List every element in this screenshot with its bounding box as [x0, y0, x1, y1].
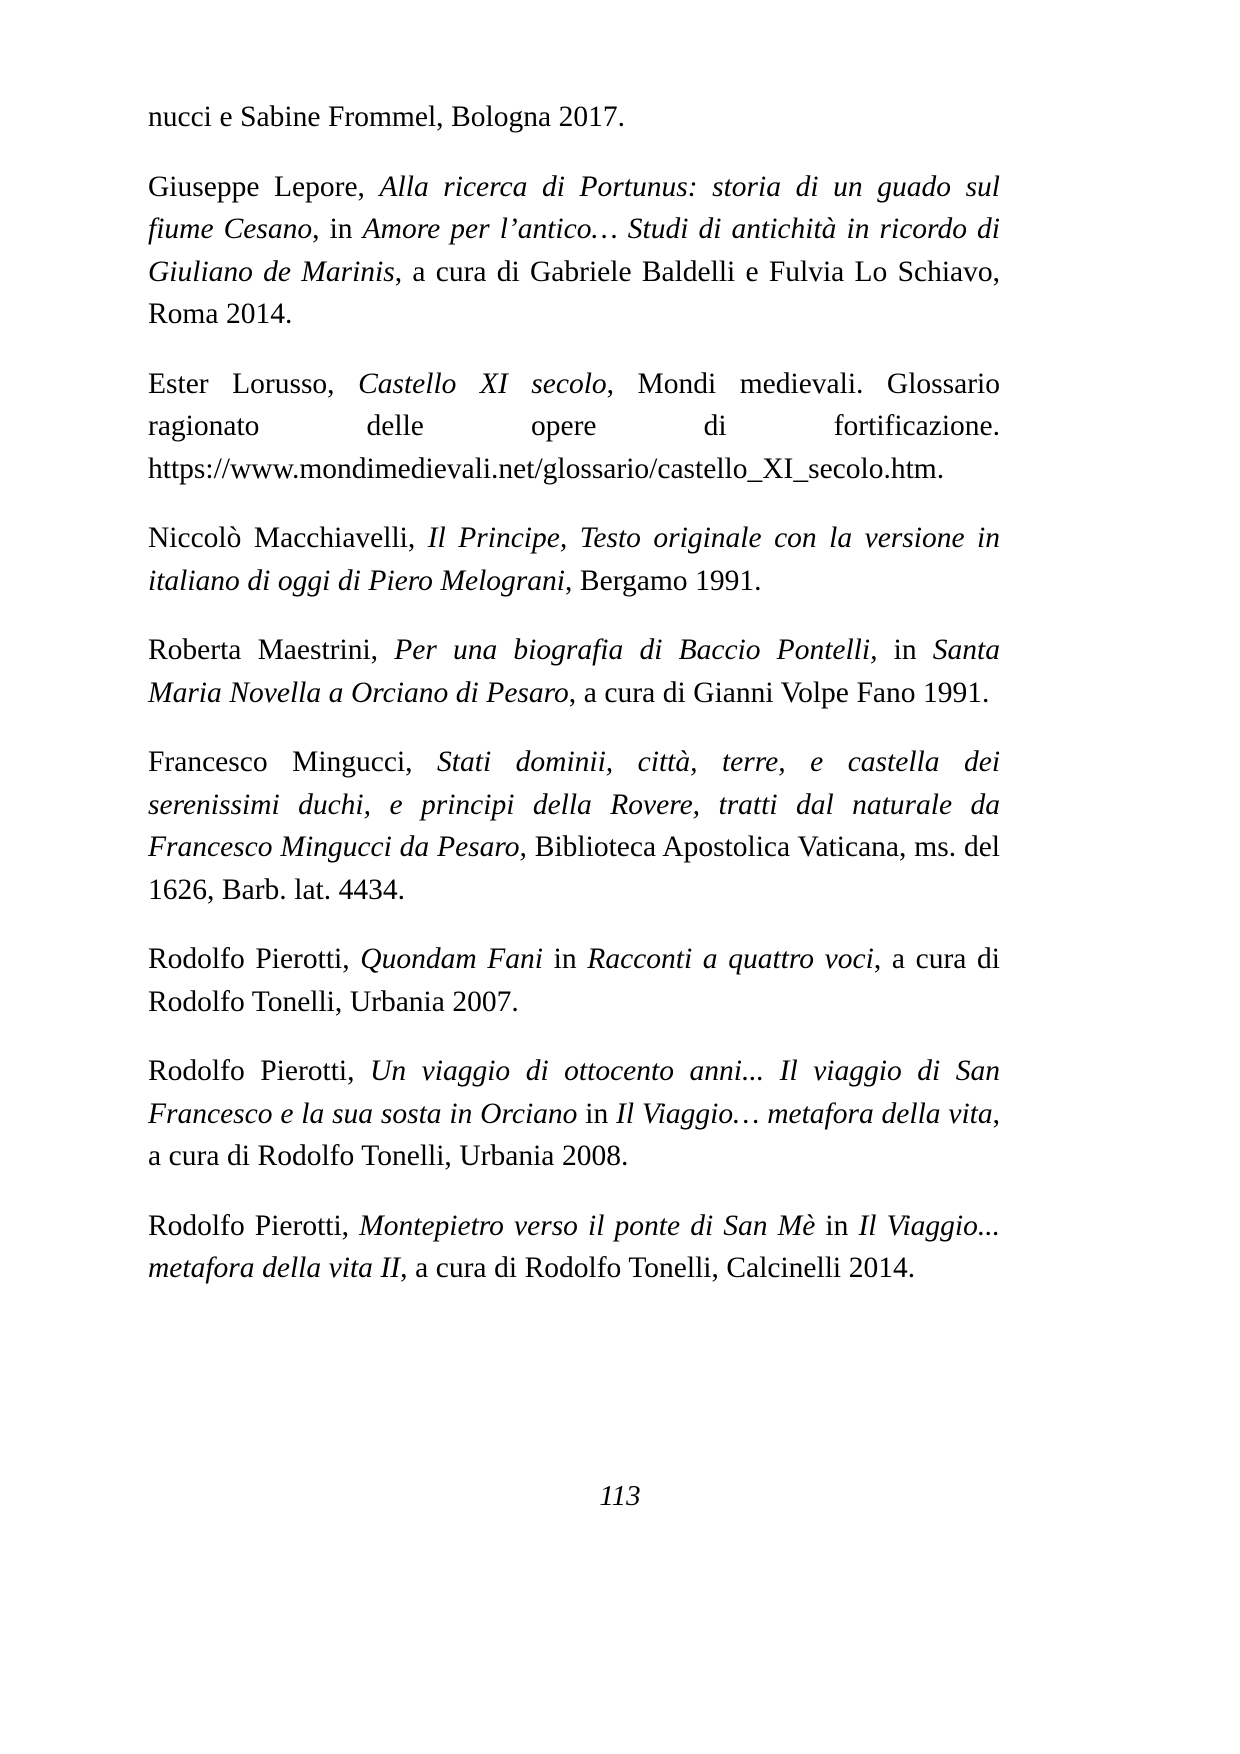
text-roman: in: [577, 1097, 617, 1130]
text-roman: , Mondi medievali. Glossario ragionato delle opere di fortificazione. https://www.mondimedievali.net/glossario/castello_XI_secolo.htm.: [148, 367, 1001, 485]
page-number: 113: [599, 1480, 641, 1512]
title-italic: Il Viaggio... metafora della vita II: [148, 1209, 1000, 1284]
title-italic: Racconti a quattro voci: [587, 943, 874, 975]
text-roman: Roberta Maestrini,: [148, 634, 395, 666]
title-italic: Quondam Fani: [360, 943, 544, 975]
title-italic: Alla ricerca di Portunus: storia di un guado sul fiume Cesano: [148, 170, 1000, 245]
text-roman: Rodolfo Pierotti,: [148, 1055, 371, 1087]
text-roman: in: [543, 943, 588, 975]
text-roman: in: [877, 634, 933, 666]
title-italic: Stati dominii, città, terre, e castella dei serenissimi duchi, e principi della Rovere, tratti dal naturale da Francesco Mingucci da Pesaro,: [148, 746, 1001, 863]
text-roman: Biblioteca Apostolica Vaticana, ms. del 1626, Barb. lat. 4434.: [148, 831, 1000, 906]
bibliography-list: [148, 96, 1000, 1290]
bibliography-entry: [148, 363, 1000, 491]
title-italic: Il Viaggio… metafora della vita: [616, 1097, 993, 1130]
bibliography-entry: [148, 1205, 1000, 1290]
title-italic: Castello XI secolo: [358, 367, 607, 400]
bibliography-entry: [148, 741, 1000, 911]
text-roman: , a cura di Gianni Volpe Fano 1991.: [568, 676, 990, 709]
text-roman: nucci e Sabine Frommel, Bologna 2017.: [148, 101, 626, 133]
text-roman: in: [815, 1209, 859, 1242]
bibliography-entry: [148, 517, 1000, 602]
text-roman: Francesco Mingucci,: [148, 746, 438, 778]
text-roman: , a cura di Gabriele Baldelli e Fulvia Lo Schiavo, Roma 2014.: [148, 255, 1001, 330]
title-italic: Montepietro verso il ponte di San Mè: [359, 1209, 816, 1242]
text-roman: Niccolò Macchiavelli,: [148, 522, 428, 554]
text-roman: , a cura di Rodolfo Tonelli, Calcinelli 2014.: [400, 1252, 916, 1284]
bibliography-entry: [148, 629, 1000, 714]
bibliography-entry: [148, 1050, 1000, 1178]
bibliography-entry: [148, 166, 1000, 336]
text-roman: , a cura di Rodolfo Tonelli, Urbania 2008.: [148, 1097, 1000, 1172]
title-italic: Santa Maria Novella a Orciano di Pesaro: [148, 634, 1000, 709]
title-italic: Per una biografia di Baccio Pontelli,: [394, 634, 878, 666]
text-roman: Ester Lorusso,: [148, 367, 359, 400]
title-italic: Amore per l’antico… Studi di antichità in ricordo di Giuliano de Marinis: [148, 213, 1000, 288]
text-roman: , a cura di Rodolfo Tonelli, Urbania 2007.: [148, 943, 1000, 1018]
bibliography-entry: [148, 96, 1000, 139]
text-roman: Giuseppe Lepore,: [148, 170, 380, 203]
text-roman: Rodolfo Pierotti,: [148, 943, 361, 975]
text-roman: , in: [312, 213, 363, 245]
title-italic: Il Principe, Testo originale con la versione in italiano di oggi di Piero Melograni: [148, 522, 1000, 597]
bibliography-entry: [148, 938, 1000, 1023]
text-roman: , Bergamo 1991.: [564, 564, 762, 597]
title-italic: Un viaggio di ottocento anni... Il viaggio di San Francesco e la sua sosta in Orciano: [148, 1055, 1000, 1130]
text-roman: Rodolfo Pierotti,: [148, 1209, 360, 1242]
